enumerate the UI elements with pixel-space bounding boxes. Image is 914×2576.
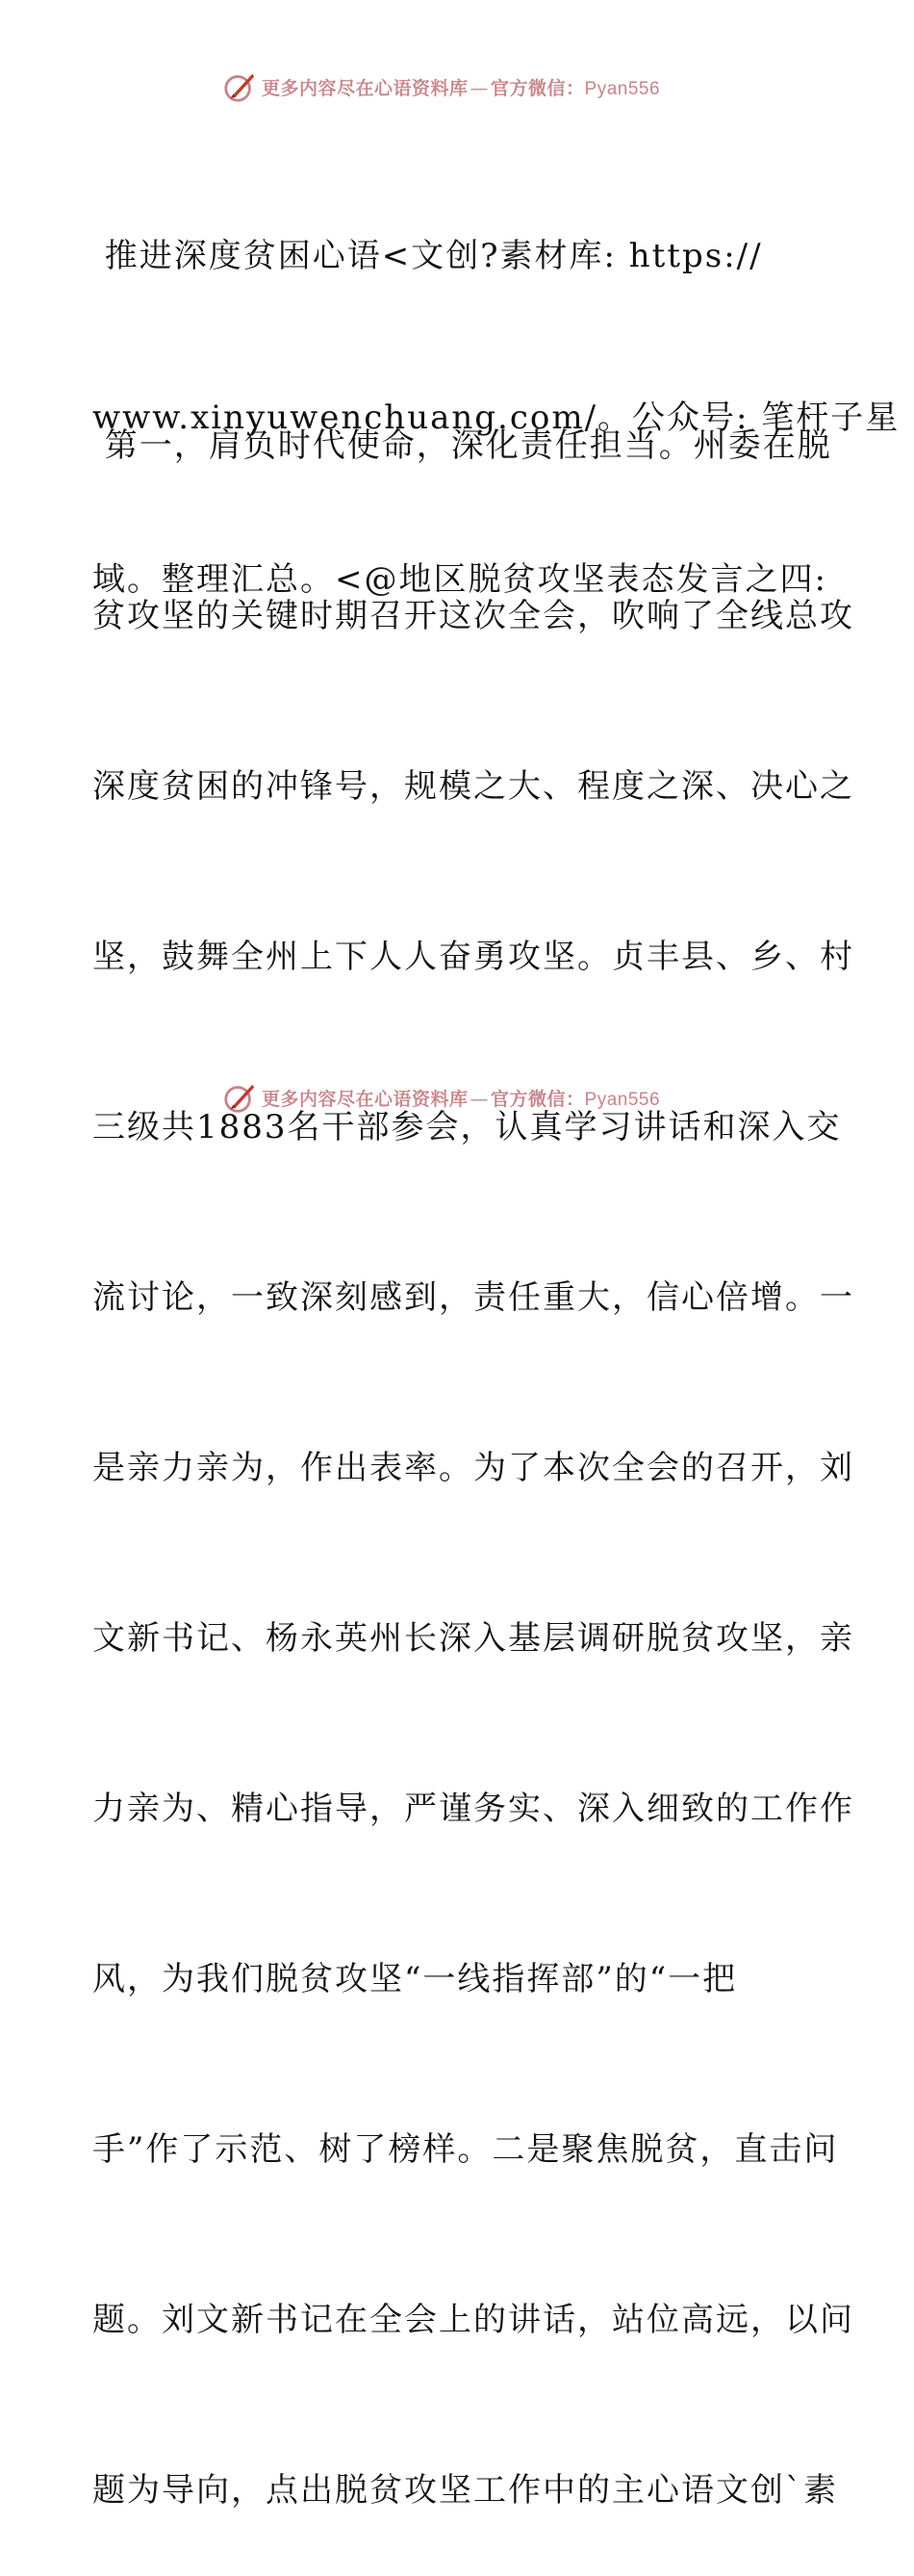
quill-pen-logo-icon xyxy=(221,1079,258,1116)
text-line: 风，为我们脱贫攻坚“一线指挥部”的“一把 xyxy=(92,1960,738,1998)
banner-text: 更多内容尽在心语资料库 — 官方微信：Pyan556 xyxy=(262,77,661,99)
header-watermark-banner xyxy=(221,67,660,106)
text-line: 坚，鼓舞全州上下人人奋勇攻坚。贞丰县、乡、村 xyxy=(92,938,854,976)
body-paragraph xyxy=(92,304,901,2576)
quill-pen-logo-icon xyxy=(221,68,258,105)
text-line: www.xinyuwenchuang.com/。公众号: 笔杆子星 xyxy=(92,399,901,437)
text-line: 深度贫困的冲锋号，规模之大、程度之深、决心之 xyxy=(92,767,854,806)
text-line: 域。整理汇总。<@地区脱贫攻坚表态发言之四: xyxy=(92,560,827,599)
text-line: 题。刘文新书记在全会上的讲话，站位高远，以问 xyxy=(92,2301,854,2339)
text-line: 手”作了示范、树了榜样。二是聚焦脱贫，直击问 xyxy=(92,2130,839,2169)
text-line: 是亲力亲为，作出表率。为了本次全会的召开，刘 xyxy=(92,1449,854,1487)
footer-watermark-banner xyxy=(221,1078,660,1117)
text-line: 文新书记、杨永英州长深入基层调研脱贫攻坚，亲 xyxy=(92,1619,854,1658)
text-line: 第一，肩负时代使命，深化责任担当。州委在脱 xyxy=(92,426,832,465)
text-line: 题为导向，点出脱贫攻坚工作中的主心语文创`素 xyxy=(92,2471,838,2510)
text-line: 力亲为、精心指导，严谨务实、深入细致的工作作 xyxy=(92,1790,854,1828)
text-line: 贫攻坚的关键时期召开这次全会，吹响了全线总攻 xyxy=(92,597,854,635)
text-line: 流讨论，一致深刻感到，责任重大，信心倍增。一 xyxy=(92,1278,854,1317)
text-line: 三级共1883名干部参会，认真学习讲话和深入交 xyxy=(92,1108,842,1146)
banner-text: 更多内容尽在心语资料库 — 官方微信：Pyan556 xyxy=(262,1088,661,1110)
text-line: 推进深度贫困心语<文创?素材库: https:// xyxy=(92,237,763,275)
